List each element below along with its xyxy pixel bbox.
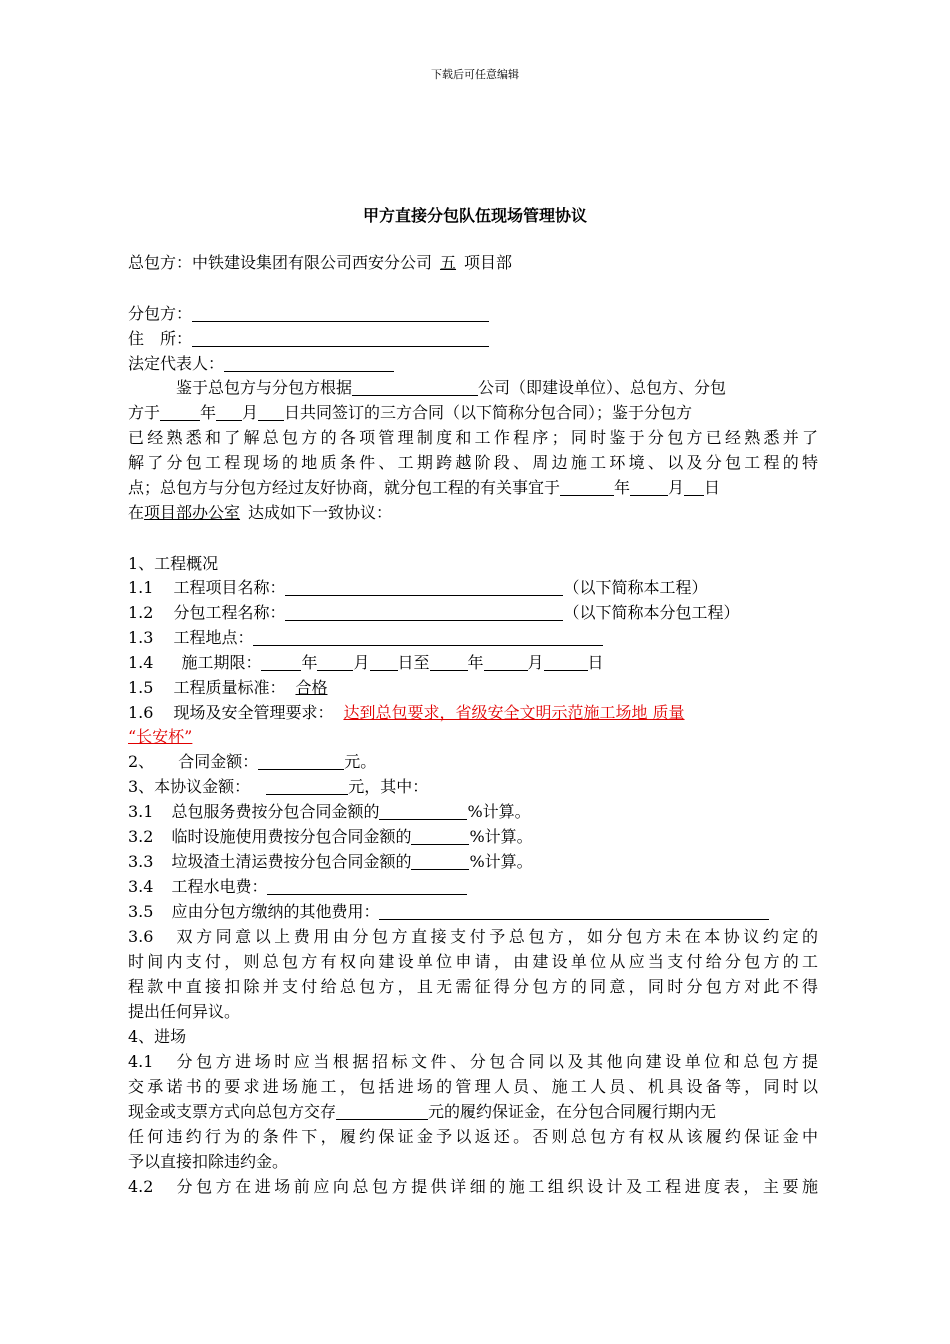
item-3-1: 3.1 总包服务费按分包合同金额的 %计算。 xyxy=(128,802,531,821)
preamble-line-1: 鉴于总包方与分包方根据 公司（即建设单位）、总包方、分包 xyxy=(176,378,727,397)
page-title: 甲方直接分包队伍现场管理协议 xyxy=(362,206,587,225)
legal-rep-line: 法定代表人： xyxy=(128,352,394,376)
quality-standard-value: 合格 xyxy=(295,678,328,697)
item-4-1-line-2: 交承诺书的要求进场施工，包括进场的管理人员、施工人员、机具设备等，同时以 xyxy=(128,1077,818,1096)
item-3-6-line-2: 时间内支付，则总包方有权向建设单位申请，由建设单位从应当支付给分包方的工 xyxy=(128,952,818,971)
section-4-heading: 4、进场 xyxy=(128,1027,187,1046)
item-3-2: 3.2 临时设施使用费按分包合同金额的 %计算。 xyxy=(128,827,533,846)
section-3-heading: 3、本协议金额： 元，其中： xyxy=(128,777,429,796)
item-4-2-line-1: 4.2 分包方在进场前应向总包方提供详细的施工组织设计及工程进度表，主要施 xyxy=(128,1177,818,1196)
item-4-1-line-4: 任何违约行为的条件下，履约保证金予以返还。否则总包方有权从该履约保证金中 xyxy=(128,1127,818,1146)
project-number: 五 xyxy=(440,253,457,272)
item-4-1-line-1: 4.1 分包方进场时应当根据招标文件、分包合同以及其他向建设单位和总包方提 xyxy=(128,1052,818,1071)
item-4-1-line-5: 予以直接扣除违约金。 xyxy=(128,1152,289,1171)
item-1-2: 1.2 分包工程名称： （以下简称本分包工程） xyxy=(128,603,740,622)
safety-requirement-value: 达到总包要求，省级安全文明示范施工场地 质量 xyxy=(343,703,685,722)
subcontractor-blank xyxy=(192,302,489,322)
address-blank xyxy=(192,327,489,347)
item-1-5: 1.5 工程质量标准： 合格 xyxy=(128,676,359,700)
deposit-blank xyxy=(336,1100,428,1120)
address-line: 住 所： xyxy=(128,327,489,351)
item-3-3: 3.3 垃圾渣土清运费按分包合同金额的 %计算。 xyxy=(128,852,533,871)
item-1-1: 1.1 工程项目名称： （以下简称本工程） xyxy=(128,578,708,597)
general-contractor-line: 总包方：中铁建设集团有限公司西安分公司 五 项目部 xyxy=(128,253,513,272)
item-4-1-line-3: 现金或支票方式向总包方交存 元的履约保证金，在分包合同履行期内无 xyxy=(128,1102,717,1121)
item-3-6-line-3: 程款中直接扣除并支付给总包方，且无需征得分包方的同意，同时分包方对此不得 xyxy=(128,977,818,996)
section-1-heading: 1、工程概况 xyxy=(128,554,219,573)
item-3-5: 3.5 应由分包方缴纳的其他费用： xyxy=(128,900,769,924)
preamble-line-2: 方于 年 月 日共同签订的三方合同（以下简称分包合同）；鉴于分包方 xyxy=(128,403,693,422)
item-1-4: 1.4 施工期限： 年 月 日至 年 月 日 xyxy=(128,653,604,672)
preamble-line-6: 在项目部办公室 达成如下一致协议： xyxy=(128,503,393,522)
item-1-6: 1.6 现场及安全管理要求： 达到总包要求，省级安全文明示范施工场地 质量 xyxy=(128,703,685,722)
item-3-4: 3.4 工程水电费： xyxy=(128,875,467,899)
section-2: 2、 合同金额： 元。 xyxy=(128,752,377,771)
subcontractor-line: 分包方： xyxy=(128,302,489,326)
preamble-line-3: 已经熟悉和了解总包方的各项管理制度和工作程序；同时鉴于分包方已经熟悉并了 xyxy=(128,428,818,447)
signing-place: 项目部办公室 xyxy=(144,503,241,522)
preamble-line-5: 点；总包方与分包方经过友好协商，就分包工程的有关事宜于 年 月 日 xyxy=(128,478,721,497)
item-3-6-line-1: 3.6 双方同意以上费用由分包方直接支付予总包方，如分包方未在本协议约定的 xyxy=(128,927,818,946)
item-1-3: 1.3 工程地点： xyxy=(128,626,603,650)
legal-rep-blank xyxy=(224,352,394,372)
chang-an-cup: “长安杯” xyxy=(128,727,193,746)
preamble-line-4: 解了分包工程现场的地质条件、工期跨越阶段、周边施工环境、以及分包工程的特 xyxy=(128,453,818,472)
item-3-6-line-4: 提出任何异议。 xyxy=(128,1002,241,1021)
item-1-6-continued xyxy=(128,725,240,749)
header-note: 下载后可任意编辑 xyxy=(431,68,519,81)
